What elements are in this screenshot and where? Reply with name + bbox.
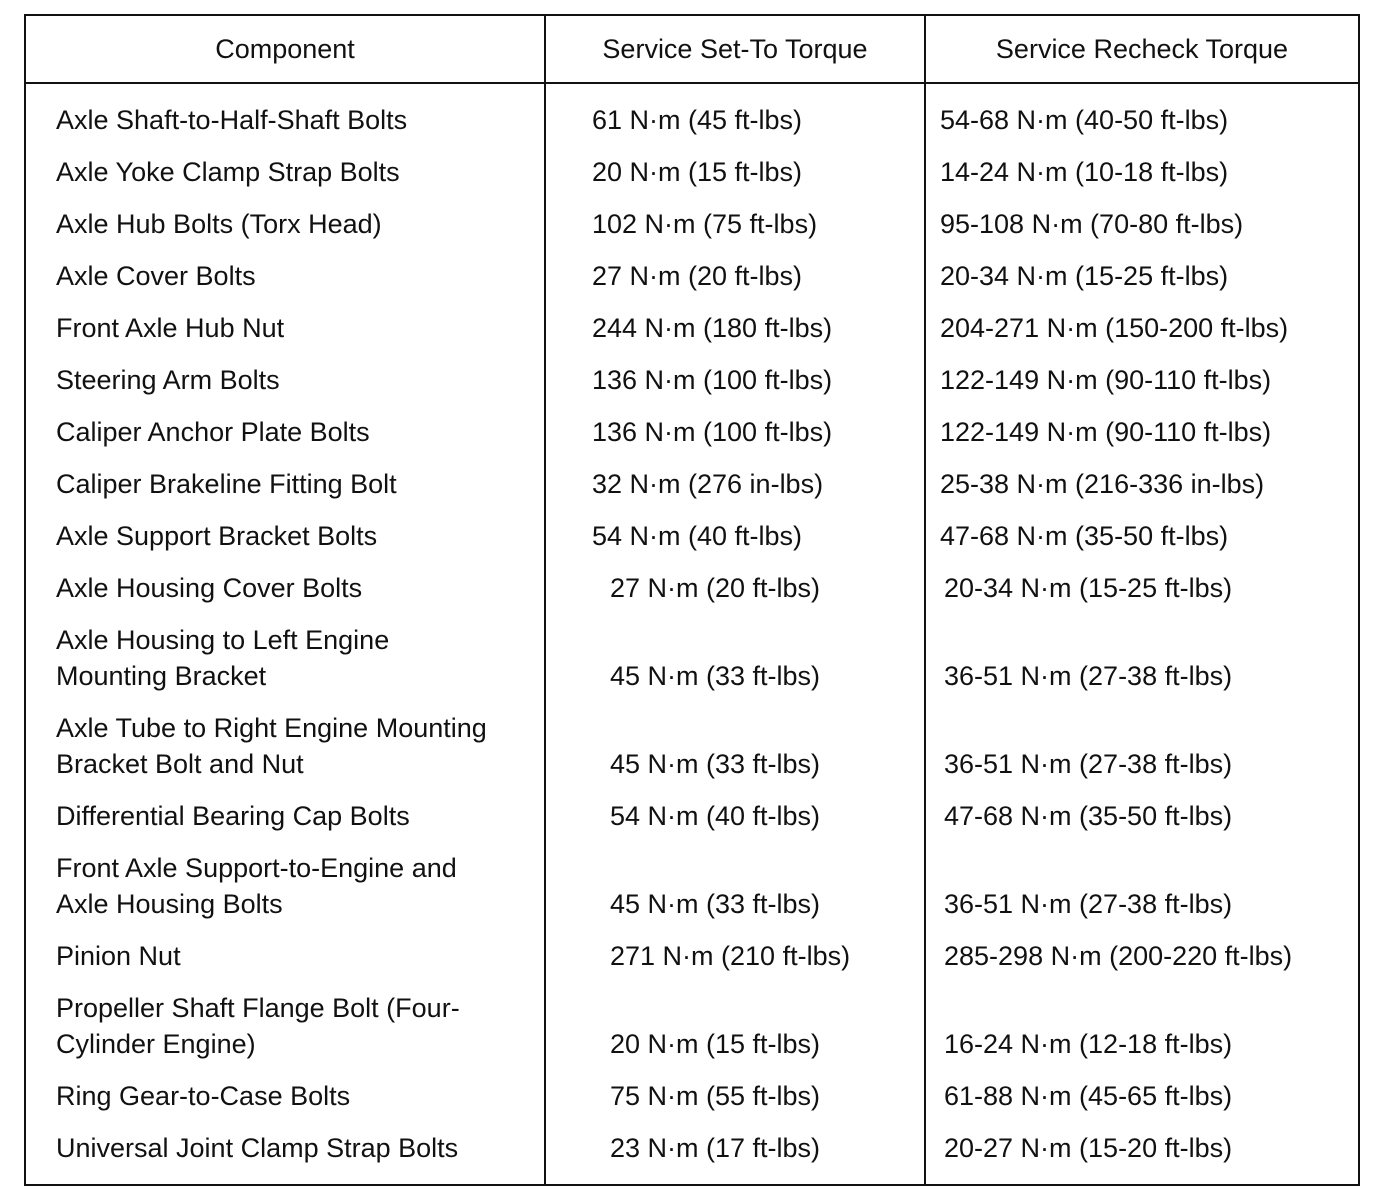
component-line: Axle Cover Bolts <box>56 261 256 291</box>
header-component: Component <box>215 34 355 64</box>
table-row <box>26 990 1358 1078</box>
cell-component <box>56 310 546 346</box>
component-line: Steering Arm Bolts <box>56 365 280 395</box>
cell-set-to-torque: 20 N·m (15 ft-lbs) <box>610 1029 821 1059</box>
cell-component <box>56 518 546 554</box>
cell-component <box>56 206 546 242</box>
torque-spec-table <box>24 14 1360 1186</box>
cell-recheck-torque: 54-68 N·m (40-50 ft-lbs) <box>940 105 1229 135</box>
cell-set-to-torque: 102 N·m (75 ft-lbs) <box>592 209 818 239</box>
cell-component <box>56 622 546 694</box>
cell-recheck-torque: 20-34 N·m (15-25 ft-lbs) <box>940 261 1229 291</box>
cell-set-to-torque: 136 N·m (100 ft-lbs) <box>592 365 833 395</box>
cell-recheck-torque: 47-68 N·m (35-50 ft-lbs) <box>944 801 1233 831</box>
cell-set-to-torque: 27 N·m (20 ft-lbs) <box>610 573 821 603</box>
table-row <box>26 1078 1358 1130</box>
cell-component <box>56 414 546 450</box>
table-row <box>26 102 1358 154</box>
header-set-to-torque: Service Set-To Torque <box>602 34 868 64</box>
table-row <box>26 570 1358 622</box>
table-row <box>26 310 1358 362</box>
cell-component <box>56 102 546 138</box>
table-row <box>26 518 1358 570</box>
table-row <box>26 414 1358 466</box>
header-recheck-torque: Service Recheck Torque <box>995 34 1289 64</box>
component-line: Mounting Bracket <box>56 661 267 691</box>
cell-recheck-torque: 36-51 N·m (27-38 ft-lbs) <box>944 749 1233 779</box>
component-line: Axle Support Bracket Bolts <box>56 521 378 551</box>
cell-set-to-torque: 271 N·m (210 ft-lbs) <box>610 941 851 971</box>
cell-component <box>56 1130 546 1166</box>
component-line: Cylinder Engine) <box>56 1029 256 1059</box>
cell-recheck-torque: 36-51 N·m (27-38 ft-lbs) <box>944 889 1233 919</box>
component-line: Ring Gear-to-Case Bolts <box>56 1081 351 1111</box>
cell-set-to-torque: 20 N·m (15 ft-lbs) <box>592 157 803 187</box>
cell-set-to-torque: 45 N·m (33 ft-lbs) <box>610 889 821 919</box>
component-line: Front Axle Support-to-Engine and <box>56 853 457 883</box>
cell-recheck-torque: 285-298 N·m (200-220 ft-lbs) <box>944 941 1293 971</box>
component-line: Axle Shaft-to-Half-Shaft Bolts <box>56 105 408 135</box>
component-line: Front Axle Hub Nut <box>56 313 285 343</box>
component-line: Universal Joint Clamp Strap Bolts <box>56 1133 459 1163</box>
cell-component <box>56 570 546 606</box>
component-line: Axle Yoke Clamp Strap Bolts <box>56 157 400 187</box>
table-row <box>26 466 1358 518</box>
cell-component <box>56 938 546 974</box>
cell-component <box>56 1078 546 1114</box>
cell-component <box>56 258 546 294</box>
cell-set-to-torque: 23 N·m (17 ft-lbs) <box>610 1133 821 1163</box>
cell-set-to-torque: 244 N·m (180 ft-lbs) <box>592 313 833 343</box>
table-row <box>26 362 1358 414</box>
component-line: Bracket Bolt and Nut <box>56 749 304 779</box>
cell-recheck-torque: 122-149 N·m (90-110 ft-lbs) <box>940 365 1272 395</box>
cell-set-to-torque: 45 N·m (33 ft-lbs) <box>610 661 821 691</box>
cell-set-to-torque: 54 N·m (40 ft-lbs) <box>610 801 821 831</box>
cell-recheck-torque: 36-51 N·m (27-38 ft-lbs) <box>944 661 1233 691</box>
component-line: Differential Bearing Cap Bolts <box>56 801 410 831</box>
cell-recheck-torque: 95-108 N·m (70-80 ft-lbs) <box>940 209 1244 239</box>
table-row <box>26 622 1358 710</box>
cell-recheck-torque: 25-38 N·m (216-336 in-lbs) <box>940 469 1265 499</box>
table-row <box>26 258 1358 310</box>
table-row <box>26 850 1358 938</box>
cell-set-to-torque: 136 N·m (100 ft-lbs) <box>592 417 833 447</box>
cell-recheck-torque: 47-68 N·m (35-50 ft-lbs) <box>940 521 1229 551</box>
cell-component <box>56 466 546 502</box>
table-row <box>26 154 1358 206</box>
component-line: Axle Housing to Left Engine <box>56 625 390 655</box>
cell-set-to-torque: 45 N·m (33 ft-lbs) <box>610 749 821 779</box>
component-line: Caliper Anchor Plate Bolts <box>56 417 370 447</box>
table-row <box>26 710 1358 798</box>
cell-component <box>56 850 546 922</box>
cell-recheck-torque: 122-149 N·m (90-110 ft-lbs) <box>940 417 1272 447</box>
component-line: Pinion Nut <box>56 941 181 971</box>
component-line: Propeller Shaft Flange Bolt (Four- <box>56 993 460 1023</box>
cell-component <box>56 798 546 834</box>
cell-recheck-torque: 20-34 N·m (15-25 ft-lbs) <box>944 573 1233 603</box>
cell-component <box>56 990 546 1062</box>
component-line: Axle Housing Cover Bolts <box>56 573 363 603</box>
component-line: Axle Hub Bolts (Torx Head) <box>56 209 382 239</box>
table-row <box>26 938 1358 990</box>
component-line: Caliper Brakeline Fitting Bolt <box>56 469 397 499</box>
cell-component <box>56 710 546 782</box>
cell-set-to-torque: 54 N·m (40 ft-lbs) <box>592 521 803 551</box>
component-line: Axle Tube to Right Engine Mounting <box>56 713 487 743</box>
cell-component <box>56 362 546 398</box>
cell-recheck-torque: 20-27 N·m (15-20 ft-lbs) <box>944 1133 1233 1163</box>
cell-set-to-torque: 27 N·m (20 ft-lbs) <box>592 261 803 291</box>
cell-set-to-torque: 32 N·m (276 in-lbs) <box>592 469 824 499</box>
cell-set-to-torque: 61 N·m (45 ft-lbs) <box>592 105 803 135</box>
cell-recheck-torque: 14-24 N·m (10-18 ft-lbs) <box>940 157 1229 187</box>
cell-recheck-torque: 16-24 N·m (12-18 ft-lbs) <box>944 1029 1233 1059</box>
table-header-row <box>26 16 1358 84</box>
cell-set-to-torque: 75 N·m (55 ft-lbs) <box>610 1081 821 1111</box>
cell-recheck-torque: 61-88 N·m (45-65 ft-lbs) <box>944 1081 1233 1111</box>
component-line: Axle Housing Bolts <box>56 889 283 919</box>
table-row <box>26 1130 1358 1182</box>
table-row <box>26 798 1358 850</box>
table-row <box>26 206 1358 258</box>
cell-component <box>56 154 546 190</box>
cell-recheck-torque: 204-271 N·m (150-200 ft-lbs) <box>940 313 1289 343</box>
